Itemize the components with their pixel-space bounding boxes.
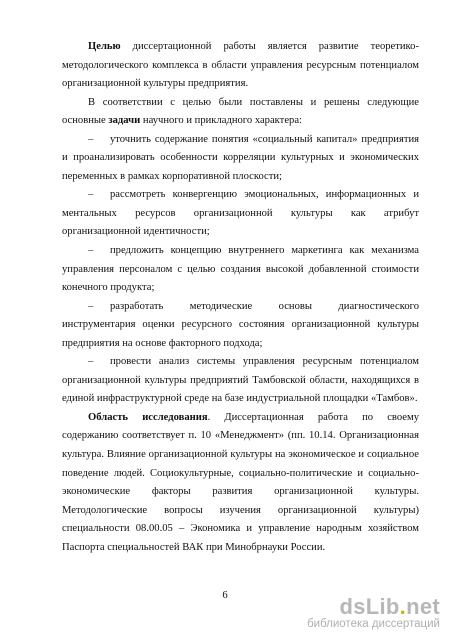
task-item	[62, 353, 419, 409]
dslib-logo	[307, 596, 440, 618]
logo-dot: .	[399, 594, 407, 619]
dash-marker: –	[88, 189, 94, 201]
dash-marker: –	[88, 300, 94, 312]
watermark-subtitle: библиотека диссертаций	[307, 618, 440, 630]
goal-lead: Целью	[88, 41, 121, 52]
dash-marker: –	[88, 356, 94, 368]
logo-main: dsLib	[339, 594, 400, 619]
logo-tld: net	[406, 594, 440, 619]
tasks-intro-paragraph	[62, 94, 419, 131]
task-text: провести анализ системы управления ресурсным потенциалом организационной культуры предприятий Тамбовской области, находящихся в единой инфраструктурной среде на базе индустриальной площадки «Тамбов».	[62, 356, 419, 405]
dash-marker: –	[88, 245, 94, 257]
task-item	[62, 131, 419, 187]
task-item	[62, 186, 419, 242]
research-area-lead: Область исследования	[88, 411, 208, 423]
tasks-intro-post: научного и прикладного характера:	[140, 115, 302, 127]
task-text: рассмотреть конвергенцию эмоциональных, информационных и ментальных ресурсов организационной культуры как атрибут организационной идентичности;	[62, 189, 419, 238]
research-area-paragraph	[62, 409, 419, 557]
task-text: уточнить содержание понятия «социальный капитал» предприятия и проанализировать особенности корреляции культурных и экономических переменных в рамках корпоративной плоскости;	[62, 133, 419, 182]
tasks-word: задачи	[108, 115, 141, 127]
task-item	[62, 298, 419, 354]
goal-text: диссертационной работы является развитие теоретико-методологического комплекса в области управления ресурсным потенциалом организационной культуры предприятия.	[62, 41, 419, 90]
task-text: предложить концепцию внутреннего маркетинга как механизма управления персоналом с целью создания высокой добавленной стоимости конечного продукта;	[62, 245, 419, 294]
body-text	[62, 38, 419, 557]
tasks-intro-pre: В соответствии с целью были поставлены и решены следующие основные	[62, 96, 419, 127]
task-text: разработать методические основы диагностического инструментария оценки ресурсного состояния организационной культуры предприятия на основе факторного подхода;	[62, 300, 419, 349]
dash-marker: –	[88, 133, 94, 145]
dslib-watermark[interactable]	[307, 596, 440, 631]
goal-paragraph	[62, 38, 419, 94]
research-area-text: . Диссертационная работа по своему содержанию соответствует п. 10 «Менеджмент» (пп. 10.14. Организационная культура. Влияние организационной культуры на экономическое и социальное поведение людей. Социокультурные, социально-политические и социально-экономические факторы развития организационной культуры. Методологические вопросы изучения организационной культуры) специальности 08.00.05 – Экономика и управление народным хозяйством Паспорта специальностей ВАК при Минобрнауки России.	[62, 411, 419, 553]
task-item	[62, 242, 419, 298]
page-number: 6	[222, 590, 228, 601]
